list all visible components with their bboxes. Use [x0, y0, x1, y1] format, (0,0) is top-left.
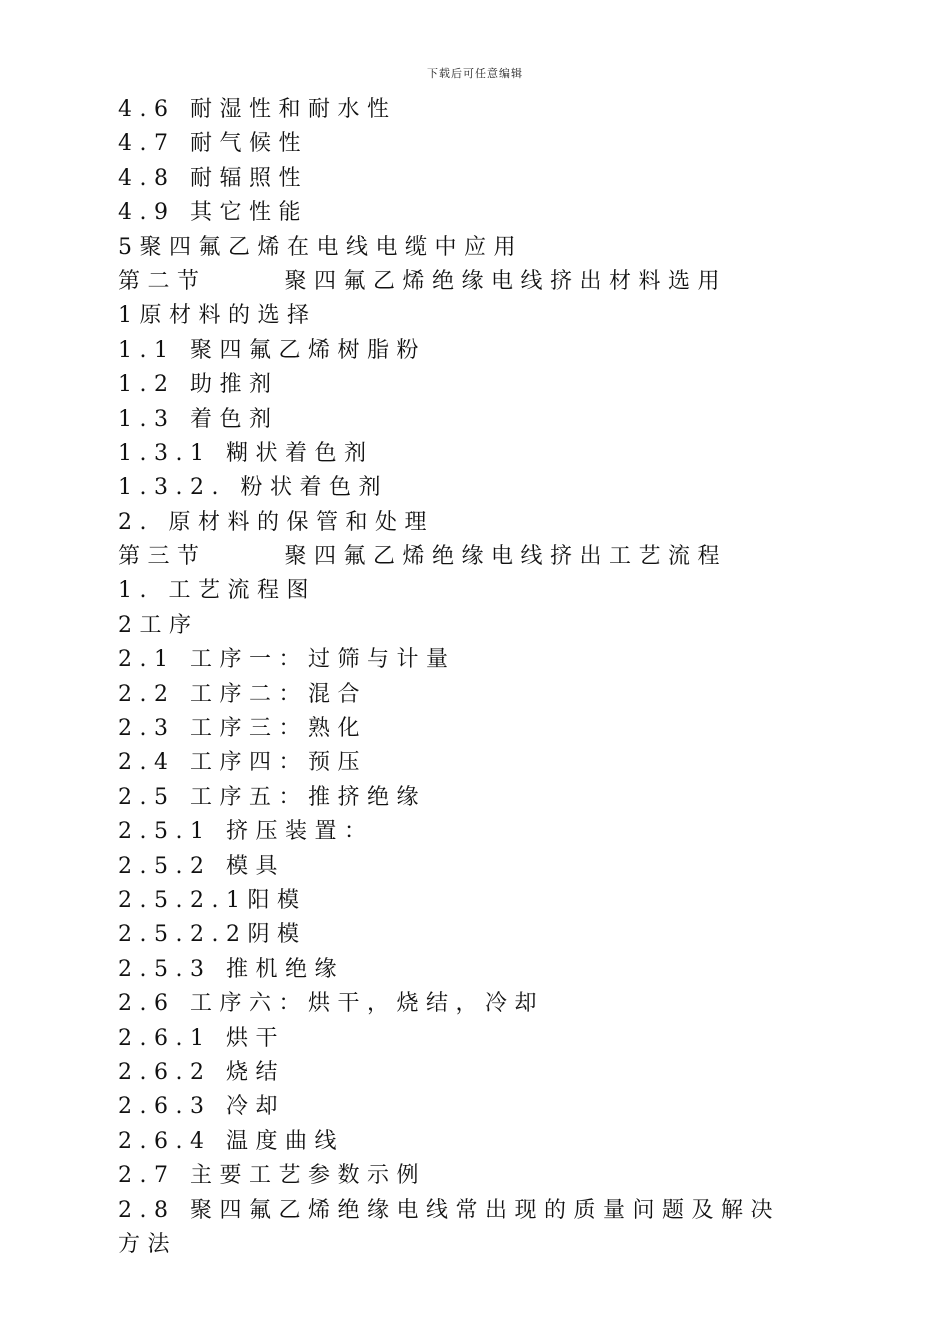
- toc-line: 1原材料的选择: [118, 303, 317, 329]
- toc-line: 2.5 工序五：推挤绝缘: [118, 784, 426, 810]
- toc-line: 2.2 工序二：混合: [118, 681, 367, 707]
- section-number: 第二节: [118, 268, 207, 294]
- toc-line: 4.8 耐辐照性: [118, 165, 308, 191]
- table-of-contents: [118, 93, 858, 1262]
- toc-line: 2.6.1 烘干: [118, 1025, 285, 1051]
- toc-line: 4.9 其它性能: [118, 200, 308, 226]
- toc-line: 4.6 耐湿性和耐水性: [118, 97, 397, 122]
- toc-line: 2.1 工序一：过筛与计量: [118, 647, 456, 673]
- toc-line: 1.3.2. 粉状着色剂: [118, 475, 388, 501]
- toc-line: 1.3 着色剂: [118, 406, 279, 432]
- page-header-note: 下载后可任意编辑: [427, 67, 523, 80]
- toc-line: 2.5.2.2阴模: [118, 922, 307, 948]
- toc-line: 2.3 工序三：熟化: [118, 716, 367, 742]
- toc-line: 2工序: [118, 612, 199, 638]
- toc-line: 2.4 工序四：预压: [118, 750, 367, 776]
- toc-line: 2.8 聚四氟乙烯绝缘电线常出现的质量问题及解决: [118, 1197, 780, 1223]
- section-title: 聚四氟乙烯绝缘电线挤出工艺流程: [284, 544, 728, 570]
- toc-line: 2.5.3 推机绝缘: [118, 956, 344, 982]
- toc-line: 2.5.2 模具: [118, 853, 285, 879]
- toc-line: 2.5.2.1阳模: [118, 887, 307, 913]
- section-title: 聚四氟乙烯绝缘电线挤出材料选用: [284, 268, 728, 294]
- toc-line: 方法: [118, 1231, 178, 1257]
- toc-line: 2.5.1 挤压装置：: [118, 819, 374, 845]
- toc-line: 1.3.1 糊状着色剂: [118, 440, 374, 466]
- toc-line: 2.6.2 烧结: [118, 1059, 285, 1085]
- toc-line: 2.6.3 冷却: [118, 1094, 285, 1120]
- toc-line: 4.7 耐气候性: [118, 131, 308, 157]
- toc-line: 5聚四氟乙烯在电线电缆中应用: [118, 234, 523, 260]
- toc-line: 2.6 工序六：烘干，烧结，冷却: [118, 991, 544, 1017]
- section-heading: [118, 265, 858, 299]
- toc-line: 1.2 助推剂: [118, 372, 279, 398]
- section-heading: [118, 540, 858, 574]
- toc-line: 2.7 主要工艺参数示例: [118, 1163, 426, 1189]
- toc-line: 1.1 聚四氟乙烯树脂粉: [118, 337, 426, 363]
- toc-line: 1. 工艺流程图: [118, 578, 316, 604]
- toc-line: 2.6.4 温度曲线: [118, 1128, 344, 1154]
- toc-line: 2. 原材料的保管和处理: [118, 509, 434, 535]
- section-number: 第三节: [118, 544, 207, 570]
